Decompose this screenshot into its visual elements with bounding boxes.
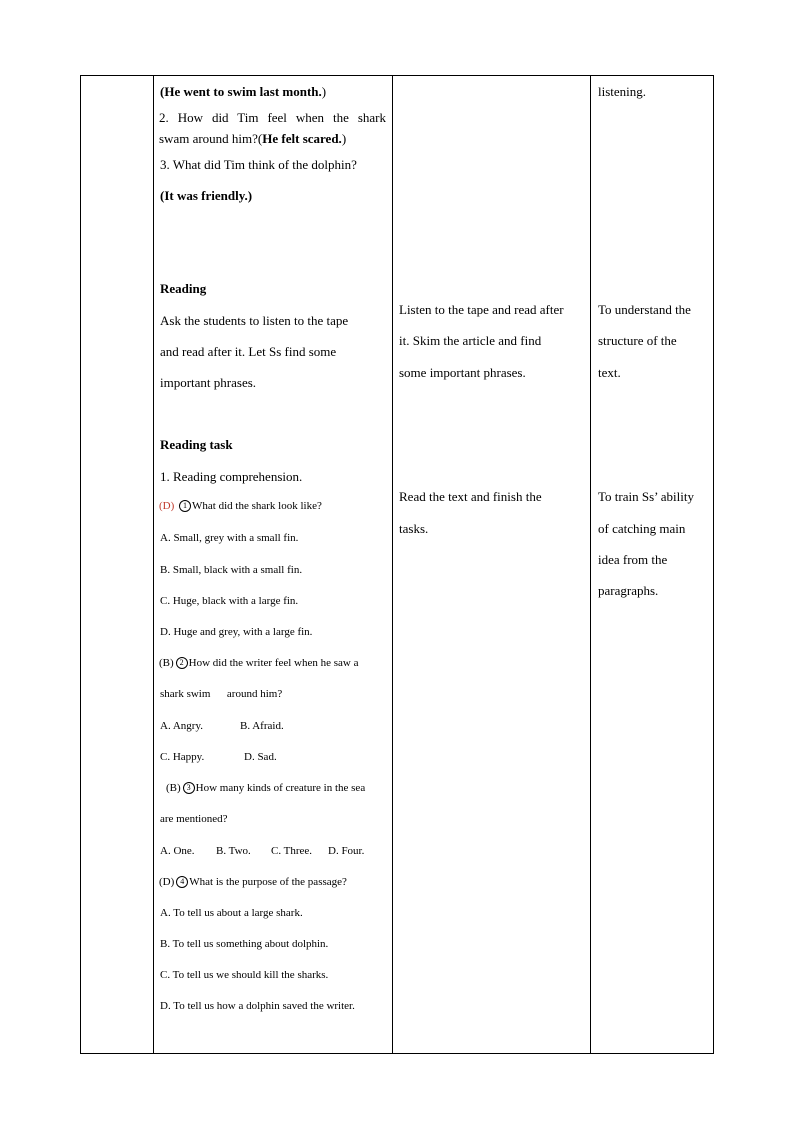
reading-task-heading: Reading task xyxy=(160,437,233,452)
rc-q1-option-d: D. Huge and grey, with a large fin. xyxy=(160,626,313,638)
circled-number-1: 1 xyxy=(179,500,191,512)
student-reading-line-1: Listen to the tape and read after xyxy=(399,302,564,317)
rc-q3-option-b: B. Two. xyxy=(216,845,251,857)
circled-number-3: 3 xyxy=(183,782,195,794)
purpose-task-line-3: idea from the xyxy=(598,552,668,567)
rc-question-3-line-1: (B) 3 How many kinds of creature in the sea xyxy=(166,782,366,794)
rc-question-3-answer: (B) xyxy=(166,782,181,794)
answer-1: (He went to swim last month.) xyxy=(160,84,327,99)
student-task-line-2: tasks. xyxy=(399,521,429,536)
reading-text-line-1: Ask the students to listen to the tape xyxy=(160,313,349,328)
rc-q1-option-b: B. Small, black with a small fin. xyxy=(160,564,303,576)
rc-question-2-line-1: (B) 2 How did the writer feel when he saw a xyxy=(159,657,359,669)
circled-number-4: 4 xyxy=(176,876,188,888)
rc-q4-option-c: C. To tell us we should kill the sharks. xyxy=(160,969,329,981)
rc-q1-option-c: C. Huge, black with a large fin. xyxy=(160,595,299,607)
rc-q2-option-a: A. Angry. xyxy=(160,720,203,732)
purpose-task-line-4: paragraphs. xyxy=(598,583,659,598)
column-divider-1 xyxy=(153,76,154,1053)
rc-q4-option-d: D. To tell us how a dolphin saved the writer. xyxy=(160,1000,355,1012)
rc-q3-option-c: C. Three. xyxy=(271,845,313,857)
rc-q2-option-b: B. Afraid. xyxy=(240,720,284,732)
reading-text-line-2: and read after it. Let Ss find some xyxy=(160,344,337,359)
answer-3: (It was friendly.) xyxy=(160,188,253,203)
purpose-reading-line-2: structure of the xyxy=(598,333,677,348)
rc-q3-option-d: D. Four. xyxy=(328,845,365,857)
reading-comprehension-title: 1. Reading comprehension. xyxy=(160,469,303,484)
column-divider-3 xyxy=(590,76,591,1053)
rc-question-2-line-2: shark swim around him? xyxy=(160,688,283,700)
purpose-task-line-2: of catching main xyxy=(598,521,686,536)
question-3: 3. What did Tim think of the dolphin? xyxy=(160,157,357,172)
rc-q4-option-a: A. To tell us about a large shark. xyxy=(160,907,303,919)
student-reading-line-2: it. Skim the article and find xyxy=(399,333,542,348)
rc-question-1-answer: (D) xyxy=(159,500,175,512)
rc-q2-option-c: C. Happy. xyxy=(160,751,205,763)
question-2-line-1: 2. How did Tim feel when the shark xyxy=(159,110,386,125)
reading-heading: Reading xyxy=(160,281,207,296)
student-reading-line-3: some important phrases. xyxy=(399,365,526,380)
column-divider-2 xyxy=(392,76,393,1053)
circled-number-2: 2 xyxy=(176,657,188,669)
question-2-line-2: swam around him?(He felt scared.) xyxy=(159,131,347,146)
rc-q1-option-a: A. Small, grey with a small fin. xyxy=(160,532,299,544)
reading-text-line-3: important phrases. xyxy=(160,375,257,390)
rc-question-3-line-2: are mentioned? xyxy=(160,813,228,825)
purpose-reading-line-1: To understand the xyxy=(598,302,691,317)
rc-q3-option-a: A. One. xyxy=(160,845,195,857)
rc-q2-option-d: D. Sad. xyxy=(244,751,277,763)
rc-question-4-answer: (D) xyxy=(159,876,175,888)
rc-q4-option-b: B. To tell us something about dolphin. xyxy=(160,938,329,950)
rc-question-4: (D) 4 What is the purpose of the passage? xyxy=(159,876,347,888)
rc-question-1: (D) 1 What did the shark look like? xyxy=(159,500,322,512)
purpose-listening: listening. xyxy=(598,84,647,99)
student-task-line-1: Read the text and finish the xyxy=(399,489,542,504)
rc-question-2-answer: (B) xyxy=(159,657,174,669)
purpose-task-line-1: To train Ss’ ability xyxy=(598,489,694,504)
purpose-reading-line-3: text. xyxy=(598,365,621,380)
